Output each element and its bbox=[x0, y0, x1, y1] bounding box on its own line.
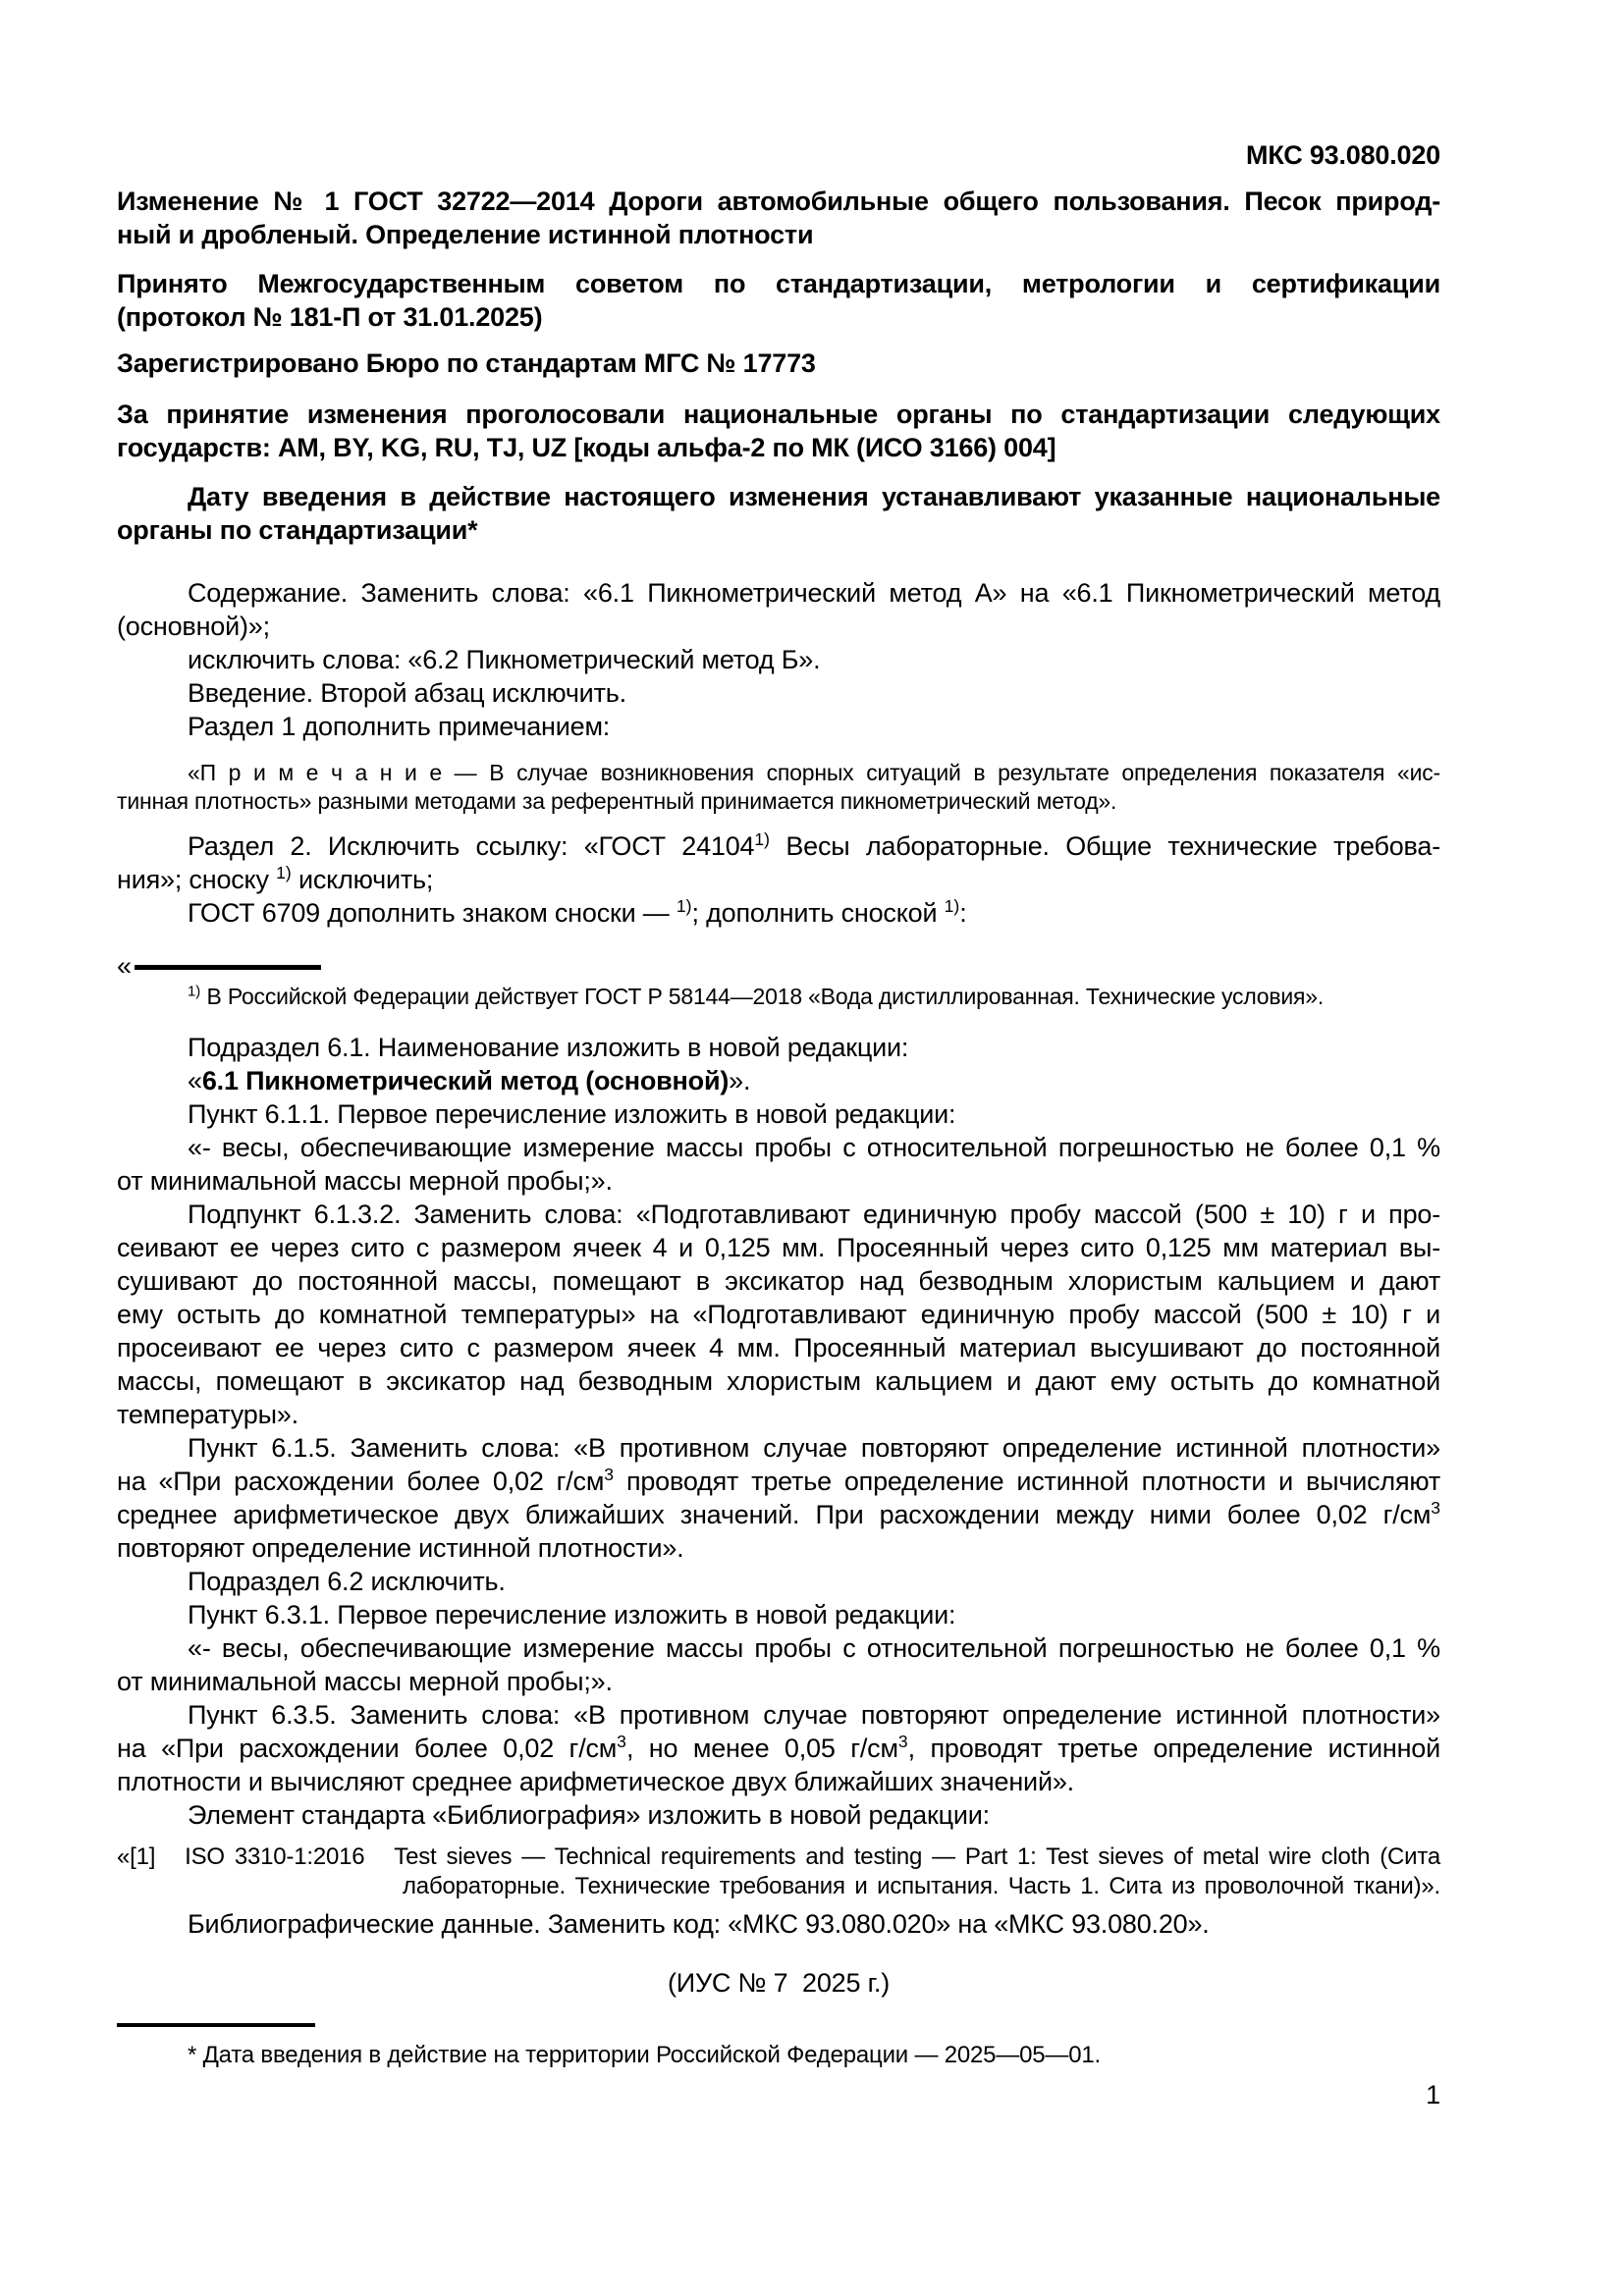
footnote-quote-rule bbox=[117, 949, 1440, 983]
subsection61-change-line-1: Подраздел 6.1. Наименование изложить в новой редакции: bbox=[188, 1033, 909, 1062]
effective-date-footnote-line-1: * Дата введения в действие на территории Российской Федерации — 2025—05—01. bbox=[188, 2042, 1101, 2068]
bibliographic-data-change bbox=[117, 1907, 1440, 1941]
bibliography-change-line-1: Элемент стандарта «Библиография» изложить в новой редакции: bbox=[188, 1800, 990, 1830]
page-number bbox=[117, 2078, 1440, 2111]
subsection62-exclude bbox=[117, 1565, 1440, 1598]
subpoint6132-change-line-3: сушивают до постоянной массы, помещают в эксикатор над безводным хлористым кальцием и дают bbox=[117, 1266, 1440, 1296]
point611-text-line-1: «- весы, обеспечивающие измерение массы пробы с относительной погрешностью не более 0,1 % bbox=[188, 1133, 1440, 1162]
contents-change-line-2: (основной)»; bbox=[117, 612, 270, 641]
note-paragraph bbox=[117, 759, 1440, 816]
amendment-title-line-2: ный и дробленый. Определение истинной плотности bbox=[117, 220, 814, 249]
ius-line-line-1: (ИУС № 7 2025 г.) bbox=[667, 1968, 891, 1998]
point631-text-line-1: «- весы, обеспечивающие измерение массы пробы с относительной погрешностью не более 0,1 % bbox=[188, 1633, 1440, 1663]
footnote-rule-line bbox=[135, 965, 321, 970]
subpoint6132-change-line-2: сеивают ее через сито с размером ячеек 4 и 0,125 мм. Просеянный через сито 0,125 мм материал вы- bbox=[117, 1233, 1440, 1262]
subsection61-title bbox=[117, 1064, 1440, 1097]
point615-change-line-3: среднее арифметическое двух ближайших значений. При расхождении между ними более 0,02 $г/см^3$ bbox=[117, 1498, 1440, 1529]
point615-change-line-4: повторяют определение истинной плотности». bbox=[117, 1533, 684, 1563]
gost6709-change-line-1: ГОСТ 6709 дополнить знаком сноски — $^{1)}$; дополнить сноской $^{1)}$: bbox=[188, 896, 967, 928]
subpoint6132-change bbox=[117, 1198, 1440, 1431]
point615-change bbox=[117, 1431, 1440, 1565]
contents-change bbox=[117, 576, 1440, 643]
voting-paragraph bbox=[117, 398, 1440, 464]
adopted-paragraph bbox=[117, 267, 1440, 334]
registered-line-line-1: Зарегистрировано Бюро по стандартам МГС № 17773 bbox=[117, 348, 816, 378]
point615-change-line-2: на «При расхождении более 0,02 $г/см^3$ проводят третье определение истинной плотности и вычисляют bbox=[117, 1465, 1440, 1496]
section2-change-line-1: Раздел 2. Исключить ссылку: «ГОСТ 24104$^{1)}$ Весы лабораторные. Общие технические требова- bbox=[188, 829, 1441, 861]
footnote-text bbox=[117, 983, 1440, 1011]
subsection61-title-line-1: «6.1 Пикнометрический метод (основной)». bbox=[188, 1066, 751, 1095]
subpoint6132-change-line-6: массы, помещают в эксикатор над безводным хлористым кальцием и дают ему остыть до комнатной bbox=[117, 1366, 1440, 1396]
subpoint6132-change-line-1: Подпункт 6.1.3.2. Заменить слова: «Подготавливают единичную пробу массой (500 ± 10) г и про- bbox=[188, 1200, 1440, 1229]
mks-code bbox=[117, 138, 1440, 172]
footnote-separator bbox=[117, 2023, 1440, 2027]
bibliographic-data-change-line-1: Библиографические данные. Заменить код: «МКС 93.080.020» на «МКС 93.080.20». bbox=[188, 1909, 1210, 1939]
introduction-change-line-1: Введение. Второй абзац исключить. bbox=[188, 678, 626, 708]
section1-addition-line-1: Раздел 1 дополнить примечанием: bbox=[188, 712, 611, 741]
registered-line bbox=[117, 347, 1440, 380]
subsection61-change bbox=[117, 1031, 1440, 1064]
note-paragraph-line-1: «П р и м е ч а н и е — В случае возникновения спорных ситуаций в результате определения показателя «ис- bbox=[188, 760, 1440, 785]
point611-change bbox=[117, 1097, 1440, 1131]
bibliography-entry-line-1: «[1] ISO 3310-1:2016 Test sieves — Technical requirements and testing — Part 1: Test sieves of metal wire cloth (Сита bbox=[117, 1843, 1440, 1870]
effective-date-paragraph-line-1: Дату введения в действие настоящего изменения устанавливают указанные национальные bbox=[188, 482, 1440, 511]
subpoint6132-change-line-4: ему остыть до комнатной температуры» на «Подготавливают единичную пробу массой (500 ± 10) г и bbox=[117, 1300, 1440, 1329]
bibliography-change bbox=[117, 1798, 1440, 1832]
effective-date-paragraph-line-2: органы по стандартизации* bbox=[117, 515, 478, 545]
note-paragraph-line-2: тинная плотность» разными методами за референтный принимается пикнометрический метод». bbox=[117, 788, 1117, 814]
point611-text bbox=[117, 1131, 1440, 1198]
point631-change-line-1: Пункт 6.3.1. Первое перечисление изложить в новой редакции: bbox=[188, 1600, 956, 1629]
adopted-paragraph-line-1: Принято Межгосударственным советом по стандартизации, метрологии и сертификации bbox=[117, 269, 1440, 298]
contents-exclude-line-1: исключить слова: «6.2 Пикнометрический метод Б». bbox=[188, 645, 821, 674]
bibliography-entry bbox=[117, 1842, 1440, 1901]
point611-change-line-1: Пункт 6.1.1. Первое перечисление изложить в новой редакции: bbox=[188, 1099, 956, 1129]
page-number-line-1: 1 bbox=[1426, 2080, 1440, 2109]
section1-addition bbox=[117, 710, 1440, 743]
point615-change-line-1: Пункт 6.1.5. Заменить слова: «В противном случае повторяют определение истинной плотности» bbox=[188, 1433, 1440, 1463]
point635-change-line-3: плотности и вычисляют среднее арифметическое двух ближайших значений». bbox=[117, 1767, 1074, 1796]
subpoint6132-change-line-5: просеивают ее через сито с размером ячеек 4 мм. Просеянный материал высушивают до постоянной bbox=[117, 1333, 1440, 1362]
point631-text bbox=[117, 1631, 1440, 1698]
section2-change bbox=[117, 829, 1440, 896]
contents-change-line-1: Содержание. Заменить слова: «6.1 Пикнометрический метод А» на «6.1 Пикнометрический метод bbox=[188, 578, 1440, 608]
effective-date-footnote bbox=[117, 2041, 1440, 2070]
subpoint6132-change-line-7: температуры». bbox=[117, 1400, 298, 1429]
point635-change-line-2: на «При расхождении более 0,02 $г/см^3$, но менее 0,05 $г/см^3$, проводят третье определение истинной bbox=[117, 1732, 1440, 1763]
point631-text-line-2: от минимальной массы мерной пробы;». bbox=[117, 1667, 613, 1696]
amendment-title-line-1: Изменение № 1 ГОСТ 32722—2014 Дороги автомобильные общего пользования. Песок природ- bbox=[117, 187, 1440, 216]
bibliography-entry-line-2: лабораторные. Технические требования и испытания. Часть 1. Сита из проволочной ткани)». bbox=[403, 1873, 1440, 1899]
point635-change bbox=[117, 1698, 1440, 1798]
mks-code-line-1: МКС 93.080.020 bbox=[1246, 140, 1440, 170]
subsection62-exclude-line-1: Подраздел 6.2 исключить. bbox=[188, 1567, 506, 1596]
amendment-title bbox=[117, 185, 1440, 251]
footnote-separator-line bbox=[117, 2023, 315, 2027]
point635-change-line-1: Пункт 6.3.5. Заменить слова: «В противном случае повторяют определение истинной плотности» bbox=[188, 1700, 1440, 1730]
effective-date-paragraph bbox=[117, 480, 1440, 547]
gost6709-change bbox=[117, 896, 1440, 930]
section2-change-line-2: ния»; сноску $^{1)}$ исключить; bbox=[117, 863, 434, 894]
point631-change bbox=[117, 1598, 1440, 1631]
adopted-paragraph-line-2: (протокол № 181-П от 31.01.2025) bbox=[117, 302, 543, 332]
footnote-open-quote: « bbox=[117, 951, 132, 981]
point611-text-line-2: от минимальной массы мерной пробы;». bbox=[117, 1166, 613, 1196]
contents-exclude bbox=[117, 643, 1440, 676]
voting-paragraph-line-1: За принятие изменения проголосовали национальные органы по стандартизации следующих bbox=[117, 400, 1440, 429]
footnote-text-line-1: $^{1)}$ В Российской Федерации действует ГОСТ Р 58144—2018 «Вода дистиллированная. Технические условия». bbox=[188, 983, 1325, 1009]
introduction-change bbox=[117, 676, 1440, 710]
ius-line bbox=[117, 1966, 1440, 2000]
voting-paragraph-line-2: государств: AM, BY, KG, RU, TJ, UZ [коды альфа-2 по МК (ИСО 3166) 004] bbox=[117, 433, 1056, 462]
